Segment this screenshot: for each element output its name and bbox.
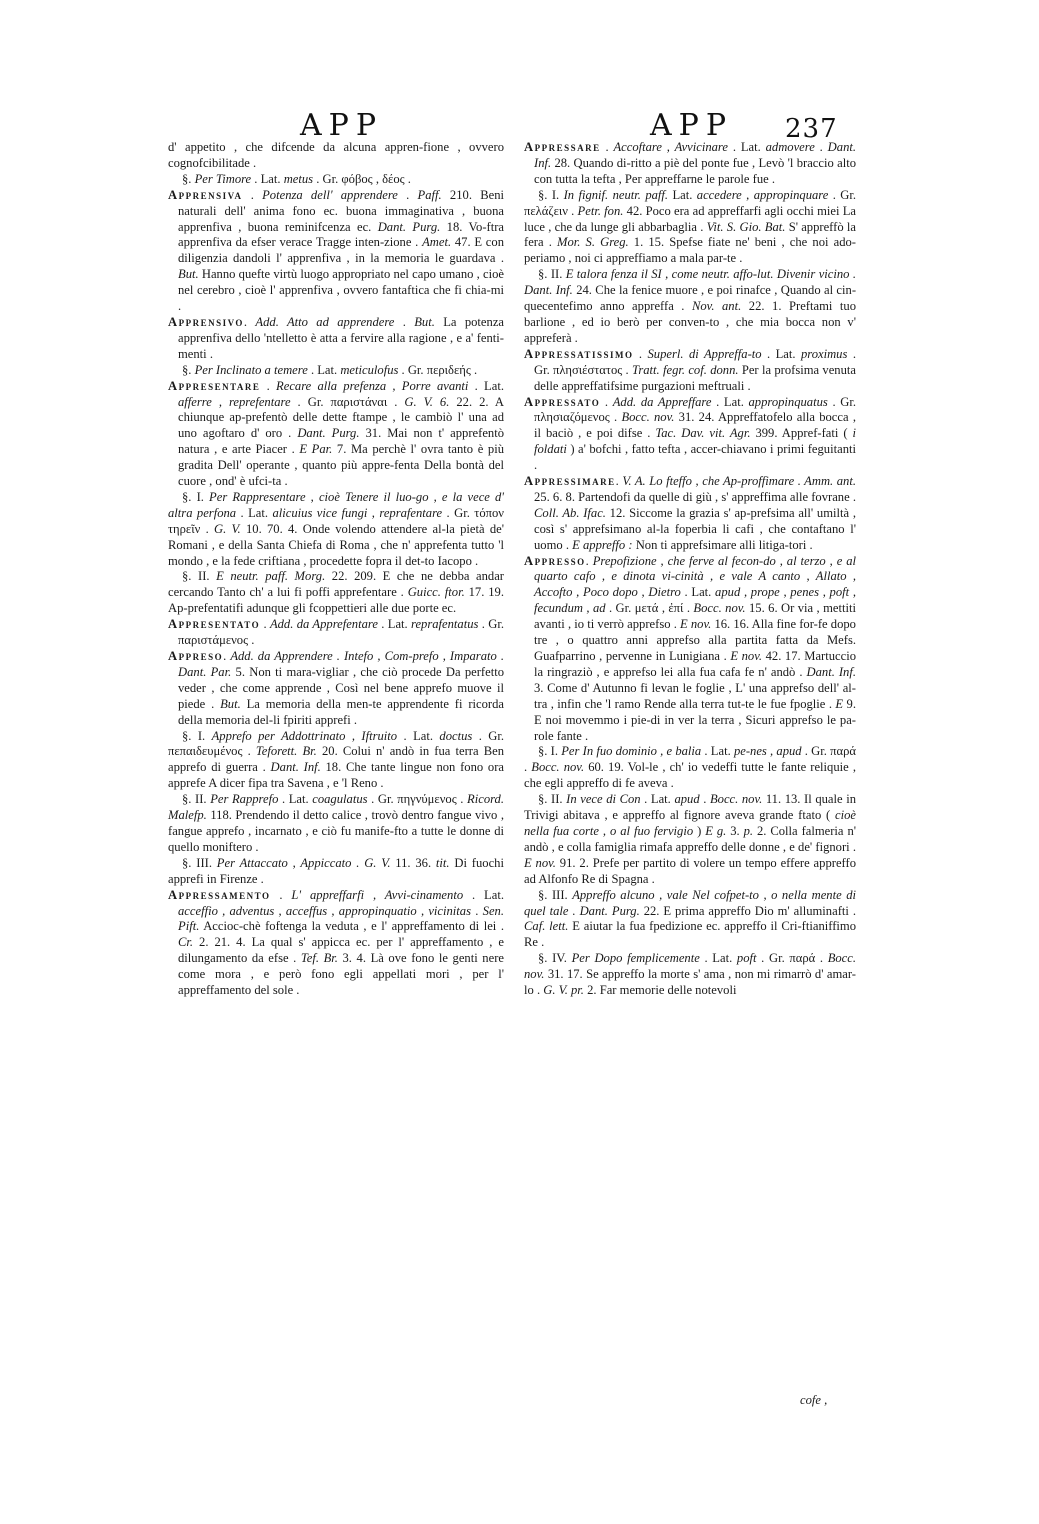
dictionary-subentry xyxy=(524,792,856,887)
italic-text: Bocc. nov. xyxy=(709,792,763,807)
text: 3. Come d' Autunno fi levan le foglie , L' una apprefso dell' al-tra , infin che 'l ramo Rende alla terra tut-te le fue fpoglie . xyxy=(534,680,856,711)
text: 47. E con diligenzia dandoli l' apprenfiva , in la memoria le guardava . xyxy=(178,235,504,266)
text: §. II. xyxy=(182,792,211,807)
italic-text: proximus xyxy=(800,346,848,361)
text: 210. Beni naturali dell' anima fono ec. buona immaginativa , buona apprenfiva , buona reminifcenza ec. xyxy=(178,187,505,234)
dictionary-subentry xyxy=(524,744,856,792)
dictionary-subentry xyxy=(524,188,856,268)
italic-text: tit. xyxy=(435,855,450,870)
italic-text: E appreffo : xyxy=(572,537,633,552)
italic-text: But. xyxy=(178,267,199,282)
italic-text: Mor. S. Greg. xyxy=(556,235,629,250)
italic-text: Cr. xyxy=(178,935,194,950)
italic-text: apud , prope , penes , poft , fecundum , ad xyxy=(534,585,857,616)
italic-text: Per Dopo femplicemente xyxy=(571,951,700,966)
text: . xyxy=(223,649,231,663)
text: 5. Non ti mara-vigliar , che ciò procede Da perfetto veder , che come apprende , Così nel bene apprefo muove il piede . xyxy=(178,664,504,711)
italic-text: Per Rapprefo xyxy=(210,792,279,807)
italic-text: poft xyxy=(736,951,757,966)
italic-text: Coll. Ab. Ifac. xyxy=(534,505,606,520)
italic-text: doctus xyxy=(439,728,473,743)
catchword: cofe , xyxy=(800,1393,828,1407)
headword: Apprensiva xyxy=(168,187,243,202)
text: §. I. xyxy=(538,187,564,202)
italic-text: E Par. xyxy=(299,442,333,457)
italic-text: p. xyxy=(743,823,754,838)
text: 15. 6. Or via , mettiti avanti , io ti verrò apprefso . xyxy=(534,601,856,632)
text: 9. E noi movemmo i pie-di in ver la terra , Sicuri apprefso le pa-role fante . xyxy=(534,696,857,743)
italic-text: Apprefo per Addottrinato , Iftruito xyxy=(211,728,398,743)
text: . xyxy=(600,140,614,154)
text: La memoria della men-te apprendente fi ricorda della memoria del-li fpiriti apprefi . xyxy=(178,696,504,727)
dictionary-subentry xyxy=(524,951,856,999)
text: 2. 21. 4. La qual s' appicca ec. per l' appreffamento , e dilungamento da efse . xyxy=(178,935,504,966)
text: §. I. xyxy=(182,489,210,504)
italic-text: Appreffo alcuno , vale Nel cofpet-to , o nella mente di quel tale . Dant. Purg. xyxy=(524,887,856,918)
italic-text: E nov. xyxy=(680,617,712,632)
headword: Appresentare xyxy=(168,378,261,393)
text: 24. Che la fenice muore , e poi rinafce , Quando al cin-quecentefimo anno appreffa . xyxy=(524,283,857,314)
text: ) a' bofchi , fatto tefta , accer-chiavano i primi feguitanti . xyxy=(534,442,856,473)
text: Di fuochi apprefi in Firenze . xyxy=(168,855,504,886)
italic-text: Bocc. nov. xyxy=(524,951,857,982)
text: 28. Quando di-ritto a piè del ponte fue , Levò 'l braccio alto con tutta la tefta , Per appreffarne le parole fue . xyxy=(534,155,856,186)
italic-text: Petr. fon. xyxy=(577,203,624,218)
italic-text: reprafentatus xyxy=(411,617,479,632)
dictionary-entry xyxy=(168,379,504,490)
text: La potenza apprenfiva dello 'ntelletto è atta a fervire alla ragione , e a' fenti-menti . xyxy=(178,314,504,361)
text: . xyxy=(270,887,292,902)
text: . Lat. xyxy=(761,346,801,361)
italic-text: Add. Atto ad apprendere xyxy=(255,314,395,329)
text: Hanno quefte virtù luogo appropriato nel capo umano , cioè nel cerebro , cioè l' apprenfiva , ovvero fantaftica che fi chia-mi . xyxy=(178,267,504,314)
italic-text: E talora fenza il SI , come neutr. affo-lut. Divenir vicino . Dant. Inf. xyxy=(524,267,856,298)
dictionary-entry xyxy=(524,474,856,554)
italic-text: Add. da Appreffare xyxy=(612,394,712,409)
headword: Appressamento xyxy=(168,887,271,902)
text: 31. 17. Se appreffo la morte s' ama , non mi rimarrò d' amar-lo . xyxy=(524,967,856,998)
italic-text: Dant. Inf. xyxy=(806,664,856,679)
text: Accioc-chè foftenga la veduta , e l' appreffamento di lei . xyxy=(199,919,504,934)
text: 25. 6. 8. Partendofi da quelle di giù , s' appreffima alle fovrane . xyxy=(534,489,856,504)
text: 22. 2. A chiunque ap-prefentò delle dette ftampe , le cambiò l' una ad uno agoftaro d' oro . xyxy=(178,394,504,441)
text: 22. E prima appreffo Dio m' alluminafti . xyxy=(639,903,856,918)
headword: Appressatissimo xyxy=(524,346,634,361)
italic-text: Tac. Dav. vit. Agr. xyxy=(655,426,751,441)
italic-text: G. V. pr. xyxy=(543,983,584,998)
text: . Lat. xyxy=(711,394,749,409)
dictionary-subentry xyxy=(168,729,504,793)
headword: Appresso xyxy=(524,553,586,568)
text: . xyxy=(699,792,710,807)
italic-text: metus xyxy=(283,171,314,186)
italic-text: Nov. ant. xyxy=(691,299,742,314)
headword: Appreso xyxy=(168,649,224,663)
text: . xyxy=(600,394,613,409)
headword: Appressimare xyxy=(524,474,616,489)
italic-text: But. xyxy=(220,696,241,711)
text: 42. 17. Martuccio la ringraziò , e apprefso lei alla fua cafa fe n' andò . xyxy=(534,649,856,679)
text: §. III. xyxy=(182,855,217,870)
italic-text: G. V. 6. xyxy=(404,394,450,409)
italic-text: Dant. Inf. xyxy=(270,760,321,775)
text: . Gr. πεπαιδευμένος . xyxy=(168,728,504,759)
text: . Lat. xyxy=(236,505,273,520)
text: §. I. xyxy=(182,728,212,743)
italic-text: Caf. lett. xyxy=(524,919,569,934)
italic-text: Vit. S. Gio. Bat. xyxy=(706,219,786,234)
dictionary-entry xyxy=(168,888,504,999)
text: . Gr. τόπον τηρεῖν . xyxy=(168,505,504,536)
dictionary-subentry xyxy=(524,888,856,952)
italic-text: meticulofus xyxy=(340,362,399,377)
italic-text: V. A. Lo fteffo , che Ap-proffimare . Amm. ant. xyxy=(622,474,857,489)
text: 11. 36. xyxy=(390,855,436,870)
dictionary-subentry xyxy=(168,569,504,617)
text: §. I. xyxy=(538,744,562,759)
text: . xyxy=(585,553,593,568)
text: 7. Ma perchè l' ovra tanto è più gradita Dell' operante , quanto più appre-fenta Della bontà del cuore , ond' è ufci-ta . xyxy=(178,442,504,489)
italic-text: Prepofizione , che ferve al fecon-do , al terzo , e al quarto cafo , e dinota vi-cinità , e vale A canto , Allato , Accofto , Poco dopo , Dietro xyxy=(534,553,857,600)
italic-text: E nov. xyxy=(524,855,556,870)
italic-text: alicuius vice fungi , reprafentare xyxy=(272,505,443,520)
text: §. IV. xyxy=(538,951,572,966)
italic-text: Paff. xyxy=(417,187,442,202)
text: . xyxy=(394,314,415,329)
italic-text: Add. da Apprendere . Intefo , Com-prefo , Imparato . Dant. Par. xyxy=(178,649,504,679)
text: . Lat. xyxy=(278,792,313,807)
italic-text: In vece di Con xyxy=(566,792,641,807)
text: . xyxy=(243,314,256,329)
dictionary-entry xyxy=(168,188,504,315)
italic-text: Superl. di Appreffa-to xyxy=(647,346,762,361)
headword: Appressare xyxy=(524,140,601,154)
dictionary-subentry xyxy=(168,792,504,856)
text: 10. 70. 4. Onde volendo attendere al-la pietà de' Romani , e della Santa Chiefa di Roma , che n' apprefenta tutto 'l mondo , e la fede criftiana , procedette fopra il det-to Iacopo . xyxy=(168,521,505,568)
text: §. xyxy=(182,171,195,186)
text: 42. Poco era ad appreffarfi agli occhi miei La luce , che da lunge gli abbarbaglia . xyxy=(524,203,857,234)
text: 18. Vo-ftra apprenfiva da efser verace Tragge inten-zione . xyxy=(178,219,504,250)
text: 16. 16. Alla fine for-fe dopo tre , o quattro anni apprefso alla partita fatta da Mefs. Guafparrino , pervenne in Lunigiana . xyxy=(534,617,856,663)
dictionary-entry xyxy=(168,617,504,649)
text: Non ti apprefsimare alli litiga-tori . xyxy=(632,537,813,552)
text: Per la profsima venuta delle appreffatifsime purgazioni meftruali . xyxy=(534,362,856,393)
dictionary-subentry xyxy=(168,172,504,188)
text: . xyxy=(260,378,277,393)
text: . Lat. xyxy=(463,887,504,902)
italic-text: admovere xyxy=(765,140,815,154)
text: . Lat. xyxy=(699,951,737,966)
text: 12. Siccome la grazia s' ap-prefsima all' umiltà , così s' apprefsimano al-la foperbia li cafi , che contaftano l' uomo . xyxy=(534,505,856,552)
italic-text: pe-nes , apud xyxy=(733,744,802,759)
dictionary-entry xyxy=(524,140,856,188)
italic-text: Per Attaccato , Appiccato . G. V. xyxy=(216,855,391,870)
left-column xyxy=(168,140,504,999)
italic-text: Guicc. ftor. xyxy=(407,585,465,600)
text: 22. 209. E che ne debba andar cercando Tanto ch' a lui fi poffi apprefentare . xyxy=(168,569,504,600)
italic-text: apud xyxy=(674,792,700,807)
text: ) xyxy=(693,823,706,838)
text: . Gr. πλησιαζόμενος . xyxy=(534,394,856,425)
italic-text: Tratt. fegr. cof. donn. xyxy=(632,362,739,377)
text: . Lat. xyxy=(727,140,766,154)
italic-text: Dant. Purg. xyxy=(297,426,360,441)
italic-text: coagulatus xyxy=(312,792,368,807)
headword: Apprensivo xyxy=(168,314,244,329)
italic-text: Add. da Apprefentare xyxy=(269,617,378,632)
text: E aiutar la fua fpedizione ec. appreffo il Cri-ftianiffimo Re . xyxy=(524,919,856,950)
italic-text: G. V. xyxy=(213,521,241,536)
text: . xyxy=(397,187,418,202)
text: 399. Appref-fati ( xyxy=(750,426,853,441)
text: 1. 15. Spefse fiate ne' beni , che noi ado-periamo , noi ci appreffiamo a mala par-te . xyxy=(524,235,856,266)
text: . Lat. xyxy=(468,378,504,393)
text: . Gr. πλησιέστατος . xyxy=(534,346,856,377)
text: . Lat. xyxy=(307,362,341,377)
text: §. II. xyxy=(538,267,566,282)
text: . xyxy=(471,903,483,918)
text: 18. Che tante lingue non fono ora apprefe A dicer fipa tra Savena , e 'l Reno . xyxy=(168,760,504,791)
text: 11. 13. Il quale in Trivigi abitava , e appreffo al fignore aveva grande ftato ( xyxy=(524,792,856,823)
dictionary-subentry xyxy=(168,363,504,379)
text: . Gr. παριστάμενος . xyxy=(178,617,504,648)
italic-text: accedere , appropinquare xyxy=(696,187,829,202)
italic-text: E xyxy=(835,696,844,711)
text: . Lat. xyxy=(377,617,412,632)
text: §. III. xyxy=(538,887,573,902)
italic-text: Per Rappresentare , cioè Tenere il luo-go , e la vece d' altra perfona xyxy=(168,489,504,520)
dictionary-subentry xyxy=(524,267,856,347)
dictionary-entry xyxy=(524,395,856,475)
text: . xyxy=(242,187,263,202)
text: 22. 1. Preftami tuo barlione , ed io berò per conven-to , che mia bocca non v' appreferà . xyxy=(524,299,856,345)
text: 31. Mai non t' apprefentò natura , e arte Piacer . xyxy=(178,426,505,457)
text: . xyxy=(814,140,828,154)
text: 31. 24. Appreffatofelo alla bocca , il baciò , e poi difse . xyxy=(534,410,856,441)
text: d' appetito , che difcende da alcuna appren-fione , ovvero cognofcibilitade . xyxy=(168,140,504,170)
text: 2. Colla falmeria n' andò , e colla famiglia rimafa appreffo delle donne , e de' fignori . xyxy=(524,823,857,854)
italic-text: afferre , reprefentare xyxy=(178,394,291,409)
italic-text: Per Timore xyxy=(194,171,252,186)
text: . Gr. πηγνύμενος . xyxy=(367,792,468,807)
italic-text: Bocc. nov. xyxy=(531,760,585,775)
italic-text: E g. xyxy=(705,823,727,838)
text: 3. 4. Là ove fono le genti nere come mora , e però fono egli appellati mori , per l' appreffamento del sole . xyxy=(178,951,504,998)
text: . xyxy=(260,617,270,632)
italic-text: Recare alla prefenza , Porre avanti xyxy=(276,378,469,393)
text: . Gr. παρά . xyxy=(524,744,856,775)
italic-text: appropinquatus xyxy=(748,394,828,409)
text: . Lat. xyxy=(640,792,675,807)
italic-text: Dant. Inf. xyxy=(534,140,857,170)
italic-text: In fignif. neutr. paff. xyxy=(563,187,669,202)
text: . Lat. xyxy=(397,728,440,743)
dictionary-entry xyxy=(524,554,856,745)
text: 17. 19. Ap-prefentatifi adunque gli fcoppettieri alle due porte ec. xyxy=(168,585,504,616)
text: . Gr. παριστάναι . xyxy=(290,394,405,409)
italic-text: Potenza dell' apprendere xyxy=(262,187,398,202)
text: §. II. xyxy=(538,792,567,807)
italic-text: Tef. Br. xyxy=(300,951,338,966)
italic-text: i foldati xyxy=(534,426,856,457)
text: 118. Prendendo il detto calice , trovò dentro fangue vivo , fangue apprefo , incarnato , e ciò fu manife-fto a tutte le donne di quello moniftero . xyxy=(168,808,504,854)
italic-text: E neutr. paff. Morg. xyxy=(216,569,326,584)
italic-text: But. xyxy=(414,314,435,329)
dictionary-entry xyxy=(168,315,504,363)
headword: Appressato xyxy=(524,394,601,409)
text: . Lat. xyxy=(701,744,734,759)
text: . Lat. xyxy=(251,171,284,186)
text: §. II. xyxy=(182,569,217,584)
italic-text: Teforett. Br. xyxy=(255,744,317,759)
text: . Lat. xyxy=(680,585,716,600)
dictionary-subentry xyxy=(168,856,504,888)
text: 91. 2. Prefe per partito di volere un tempo effere appreffo ad Alfonfo Re di Spagna . xyxy=(524,855,856,886)
italic-text: acceffio , adventus , acceffus , appropinquatio , vicinitas xyxy=(178,903,472,918)
italic-text: Sen. Pift. xyxy=(178,903,504,934)
dictionary-subentry xyxy=(168,490,504,570)
italic-text: Per Inclinato a temere xyxy=(194,362,308,377)
text: . xyxy=(615,474,623,489)
text: . Gr. φόβος , δέος . xyxy=(313,171,411,186)
italic-text: Amet. xyxy=(422,235,452,250)
italic-text: E nov. xyxy=(730,649,763,663)
text: 60. 19. Vol-le , ch' io vedeffi tutte le fante reliquie , che egli appreffo di fe aveva . xyxy=(524,760,856,791)
text: . Gr. παρά . xyxy=(756,951,828,966)
headword: Appresentato xyxy=(168,617,261,632)
italic-text: Bocc. nov. xyxy=(621,410,675,425)
dictionary-entry xyxy=(524,347,856,395)
page-number: 237 xyxy=(785,114,838,144)
right-column xyxy=(524,140,856,999)
text: . xyxy=(633,346,648,361)
entry-continuation xyxy=(168,140,504,172)
text: . Gr. πελάζειν . xyxy=(524,187,857,218)
italic-text: cioè nella fua corte , o al fuo fervigio xyxy=(524,808,856,838)
running-head-right: APP xyxy=(650,108,734,143)
italic-text: Dant. Purg. xyxy=(377,219,441,234)
text: 2. Far memorie delle notevoli xyxy=(583,983,737,998)
dictionary-entry xyxy=(168,649,504,729)
text: Lat. xyxy=(668,187,697,202)
italic-text: L' appreffarfi , Avvi-cinamento xyxy=(291,887,464,902)
italic-text: Per In fuo dominio , e balia xyxy=(561,744,702,759)
italic-text: Accoftare , Avvicinare xyxy=(613,140,728,154)
italic-text: Ricord. Malefp. xyxy=(168,792,504,823)
text: §. xyxy=(182,362,195,377)
text: . Gr. περιδεής . xyxy=(398,362,478,377)
italic-text: Bocc. nov. xyxy=(693,601,746,616)
text: . Gr. μετά , ἐπί . xyxy=(605,601,694,616)
text: 3. xyxy=(726,823,744,838)
text: 20. Colui n' andò in fua terra Ben apprefo di guerra . xyxy=(168,744,505,775)
running-head-left: APP xyxy=(300,108,384,143)
text: S' appreffò la fera . xyxy=(524,219,856,250)
